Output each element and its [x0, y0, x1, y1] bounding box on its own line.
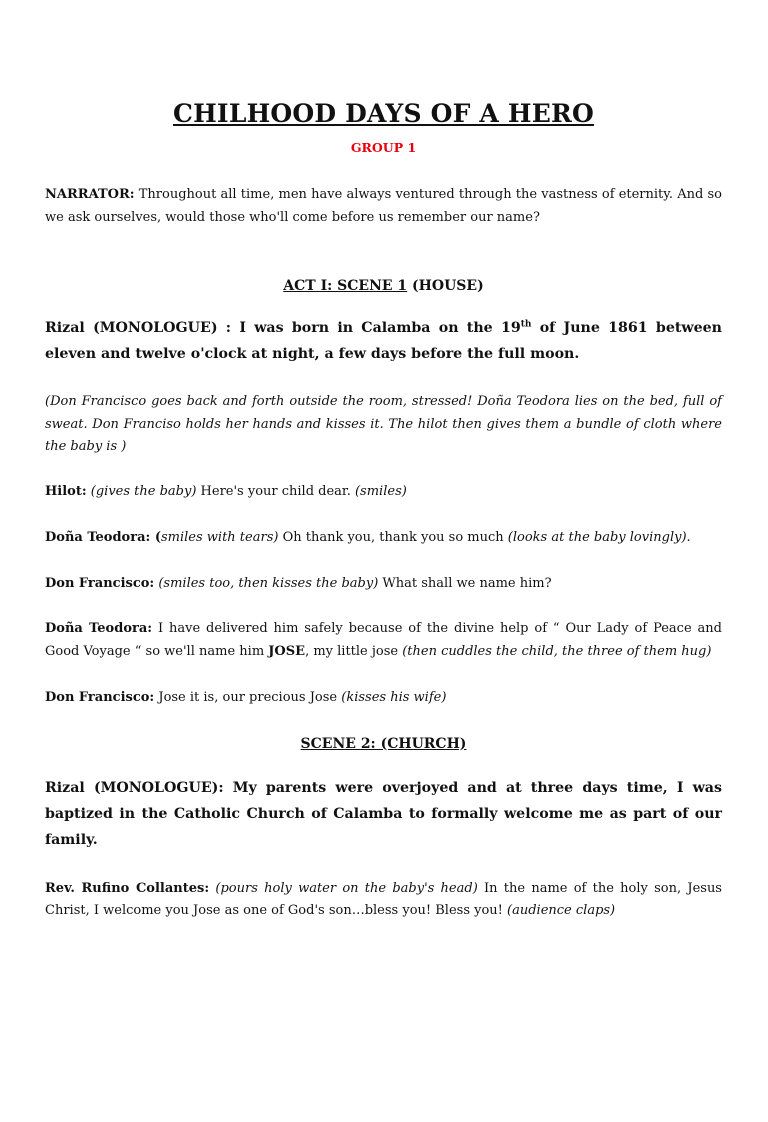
rufino-text: In the name of the holy son, Jesus Christ, I welcome you Jose as one of God's son…bless you! Bless you! — [45, 880, 722, 918]
francisco-text: What shall we name him? — [378, 575, 552, 591]
act1-heading-label: ACT I: SCENE 1 — [283, 278, 408, 294]
hilot-text: Here's your child dear. — [196, 483, 355, 499]
narrator-text: Throughout all time, men have always ventured through the vastness of eternity. And so we ask ourselves, would those who'll come before us remember our name? — [45, 187, 722, 225]
francisco-line-1 — [45, 573, 722, 596]
monologue-1-part-a: Rizal (MONOLOGUE) : I was born in Calamba on the 19 — [45, 320, 521, 336]
hilot-action-2: (smiles) — [354, 483, 407, 499]
scene2-heading — [45, 734, 722, 754]
document-title: CHILHOOD DAYS OF A HERO — [173, 99, 594, 128]
teodora-text-a: I have delivered him safely because of the divine help of “ Our Lady of Peace and Good Voyage “ so we'll name him — [45, 621, 722, 659]
speaker-rufino: Rev. Rufino Collantes: — [45, 880, 210, 896]
hilot-line — [45, 481, 722, 504]
act1-scene1-heading — [45, 276, 722, 296]
speaker-hilot: Hilot: — [45, 483, 87, 499]
rufino-line — [45, 878, 722, 923]
francisco-action: (kisses his wife) — [341, 690, 447, 705]
teodora-text: Oh thank you, thank you so much — [278, 530, 508, 545]
act1-heading-location: (HOUSE) — [407, 278, 484, 294]
group-label: GROUP 1 — [350, 140, 417, 155]
teodora-line-1 — [45, 527, 722, 550]
name-jose: JOSE — [268, 643, 306, 659]
teodora-text-b: , my little jose — [305, 643, 403, 659]
teodora-action: smiles with tears) — [160, 530, 279, 545]
speaker-francisco: Don Francisco: — [45, 690, 155, 705]
teodora-line-2 — [45, 618, 722, 663]
francisco-line-2 — [45, 687, 722, 710]
francisco-action: (smiles too, then kisses the baby) — [154, 575, 379, 591]
francisco-text: Jose it is, our precious Jose — [154, 690, 342, 705]
stage-direction: (Don Francisco goes back and forth outside the room, stressed! Doña Teodora lies on the bed, full of sweat. Don Franciso holds her hands and kisses it. The hilot then gives them a bundle of cloth where the baby is ) — [45, 394, 722, 454]
rufino-action-2: (audience claps) — [507, 903, 616, 918]
teodora-action-2: (looks at the baby lovingly). — [507, 530, 691, 545]
rizal-monologue-2: Rizal (MONOLOGUE): My parents were overjoyed and at three days time, I was baptized in the Catholic Church of Calamba to formally welcome me as part of our family. — [45, 779, 722, 848]
document-page — [0, 98, 768, 1122]
narrator-line — [45, 184, 722, 229]
speaker-narrator: NARRATOR: — [45, 187, 135, 202]
hilot-action: (gives the baby) — [86, 483, 197, 499]
rufino-action: (pours holy water on the baby's head) — [209, 880, 478, 896]
monologue-1-superscript: th — [520, 319, 532, 330]
speaker-francisco: Don Francisco: — [45, 575, 155, 591]
speaker-teodora: Doña Teodora: ( — [45, 530, 161, 545]
rizal-monologue-1 — [45, 315, 722, 367]
scene2-heading-label: SCENE 2: (CHURCH) — [300, 735, 467, 752]
speaker-teodora: Doña Teodora: — [45, 621, 153, 636]
teodora-action: (then cuddles the child, the three of them hug) — [402, 643, 712, 659]
monologue-1-part-b: of June 1861 between eleven and twelve o'clock at night, a few days before the full moon. — [45, 320, 722, 362]
